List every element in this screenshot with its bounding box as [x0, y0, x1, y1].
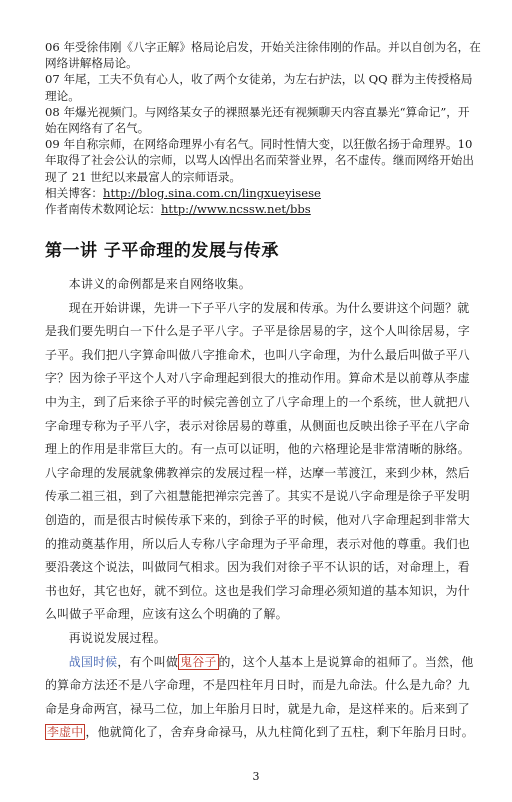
- blog-line: [45, 185, 481, 201]
- bio-paragraph: 08 年爆光视频门。与网络某女子的裸照暴光还有视频聊天内容直暴光“算命记”，开始在网络有了名气。: [45, 104, 470, 136]
- lecture-body: [45, 273, 481, 745]
- body-text: ，有个叫做: [117, 654, 179, 669]
- bio-paragraph: 07 年尾，工夫不负有心人，收了两个女徒弟，为左右护法，以 QQ 群为主传授格局理论。: [45, 72, 473, 103]
- forum-line: [45, 201, 481, 217]
- bio-paragraph: 06 年受徐伟刚《八字正解》格局论启发，开始关注徐伟刚的作品。并以自创为名，在网络讲解格局论。: [45, 40, 481, 71]
- highlight-name: 李虚中: [47, 725, 84, 740]
- body-paragraph: 现在开始讲课，先讲一下子平八字的发展和传承。为什么要讲这个问题？就是我们要先明白一下什么是子平八字。子平是徐居易的字，这个人叫徐居易，字子平。我们把八字算命叫做八字推命术，也叫八字命理，为什么最后叫做子平八字？因为徐子平这个人对八字命理起到很大的推动作用。算命术是以前尊从李虚中为主，到了后来徐子平的时候完善创立了八字命理上的一个系统，世人就把八字命理专称为子平八字，表示对徐居易的尊重，从侧面也反映出徐子平在八字命理上的作用是非常巨大的。有一点可以证明，他的六格理论是非常清晰的脉络。八字命理的发展就象佛教禅宗的发展过程一样，达摩一苇渡江，来到少林，然后传承二祖三祖，到了六祖慧能把禅宗完善了。其实不是说八字命理是徐子平发明创造的，而是很古时候传承下来的，到徐子平的时候，他对八字命理起到非常大的推动奠基作用，所以后人专称八字命理为子平命理，表示对他的尊重。我们也要沿袭这个说法，叫做同气相求。因为我们对徐子平不认识的话，对命理上，看书也好，其它也好，就不到位。这也是我们学习命理必须知道的基本知识，为什么叫做子平命理，应该有这么个明确的了解。: [45, 300, 470, 622]
- body-paragraph: 再说说发展过程。: [68, 630, 166, 645]
- forum-link[interactable]: http://www.ncssw.net/bbs: [160, 202, 311, 217]
- bio-paragraph: 09 年自称宗师，在网络命理界小有名气。同时性情大变，以狂傲名扬于命理界。10 年取得了社会公认的宗师，以骂人凶悍出名而荣誉业界，名不虚传。继而网络开始出现了 21 世纪以来最富人的宗师语录。: [45, 137, 474, 184]
- body-text: ，他就简化了，舍弃身命禄马，从九柱简化到了五柱，剩下年胎月日时。: [85, 725, 474, 740]
- body-paragraph: [45, 651, 481, 745]
- page-number: 3: [252, 770, 260, 783]
- blog-label: 相关博客：: [45, 185, 103, 200]
- lecture-heading: 第一讲 子平命理的发展与传承: [45, 241, 279, 261]
- forum-label: 作者南传术数网论坛：: [45, 202, 161, 217]
- highlight-name: 鬼谷子: [180, 654, 217, 669]
- blog-link[interactable]: http://blog.sina.com.cn/lingxueyisese: [102, 185, 321, 200]
- highlight-text: 战国时候: [68, 654, 118, 669]
- body-text: 的，这个人基本上是说算命的祖师了。当然，他的算命方法还不是八字命理，不是四柱年月日时，而是九命法。什么是九命？九命是身命两宫，禄马二位，加上年胎月日时，就是九命，是这样来的。后来到了: [45, 654, 474, 716]
- body-paragraph: 本讲义的命例都是来自网络收集。: [68, 277, 251, 291]
- author-bio: [45, 39, 481, 217]
